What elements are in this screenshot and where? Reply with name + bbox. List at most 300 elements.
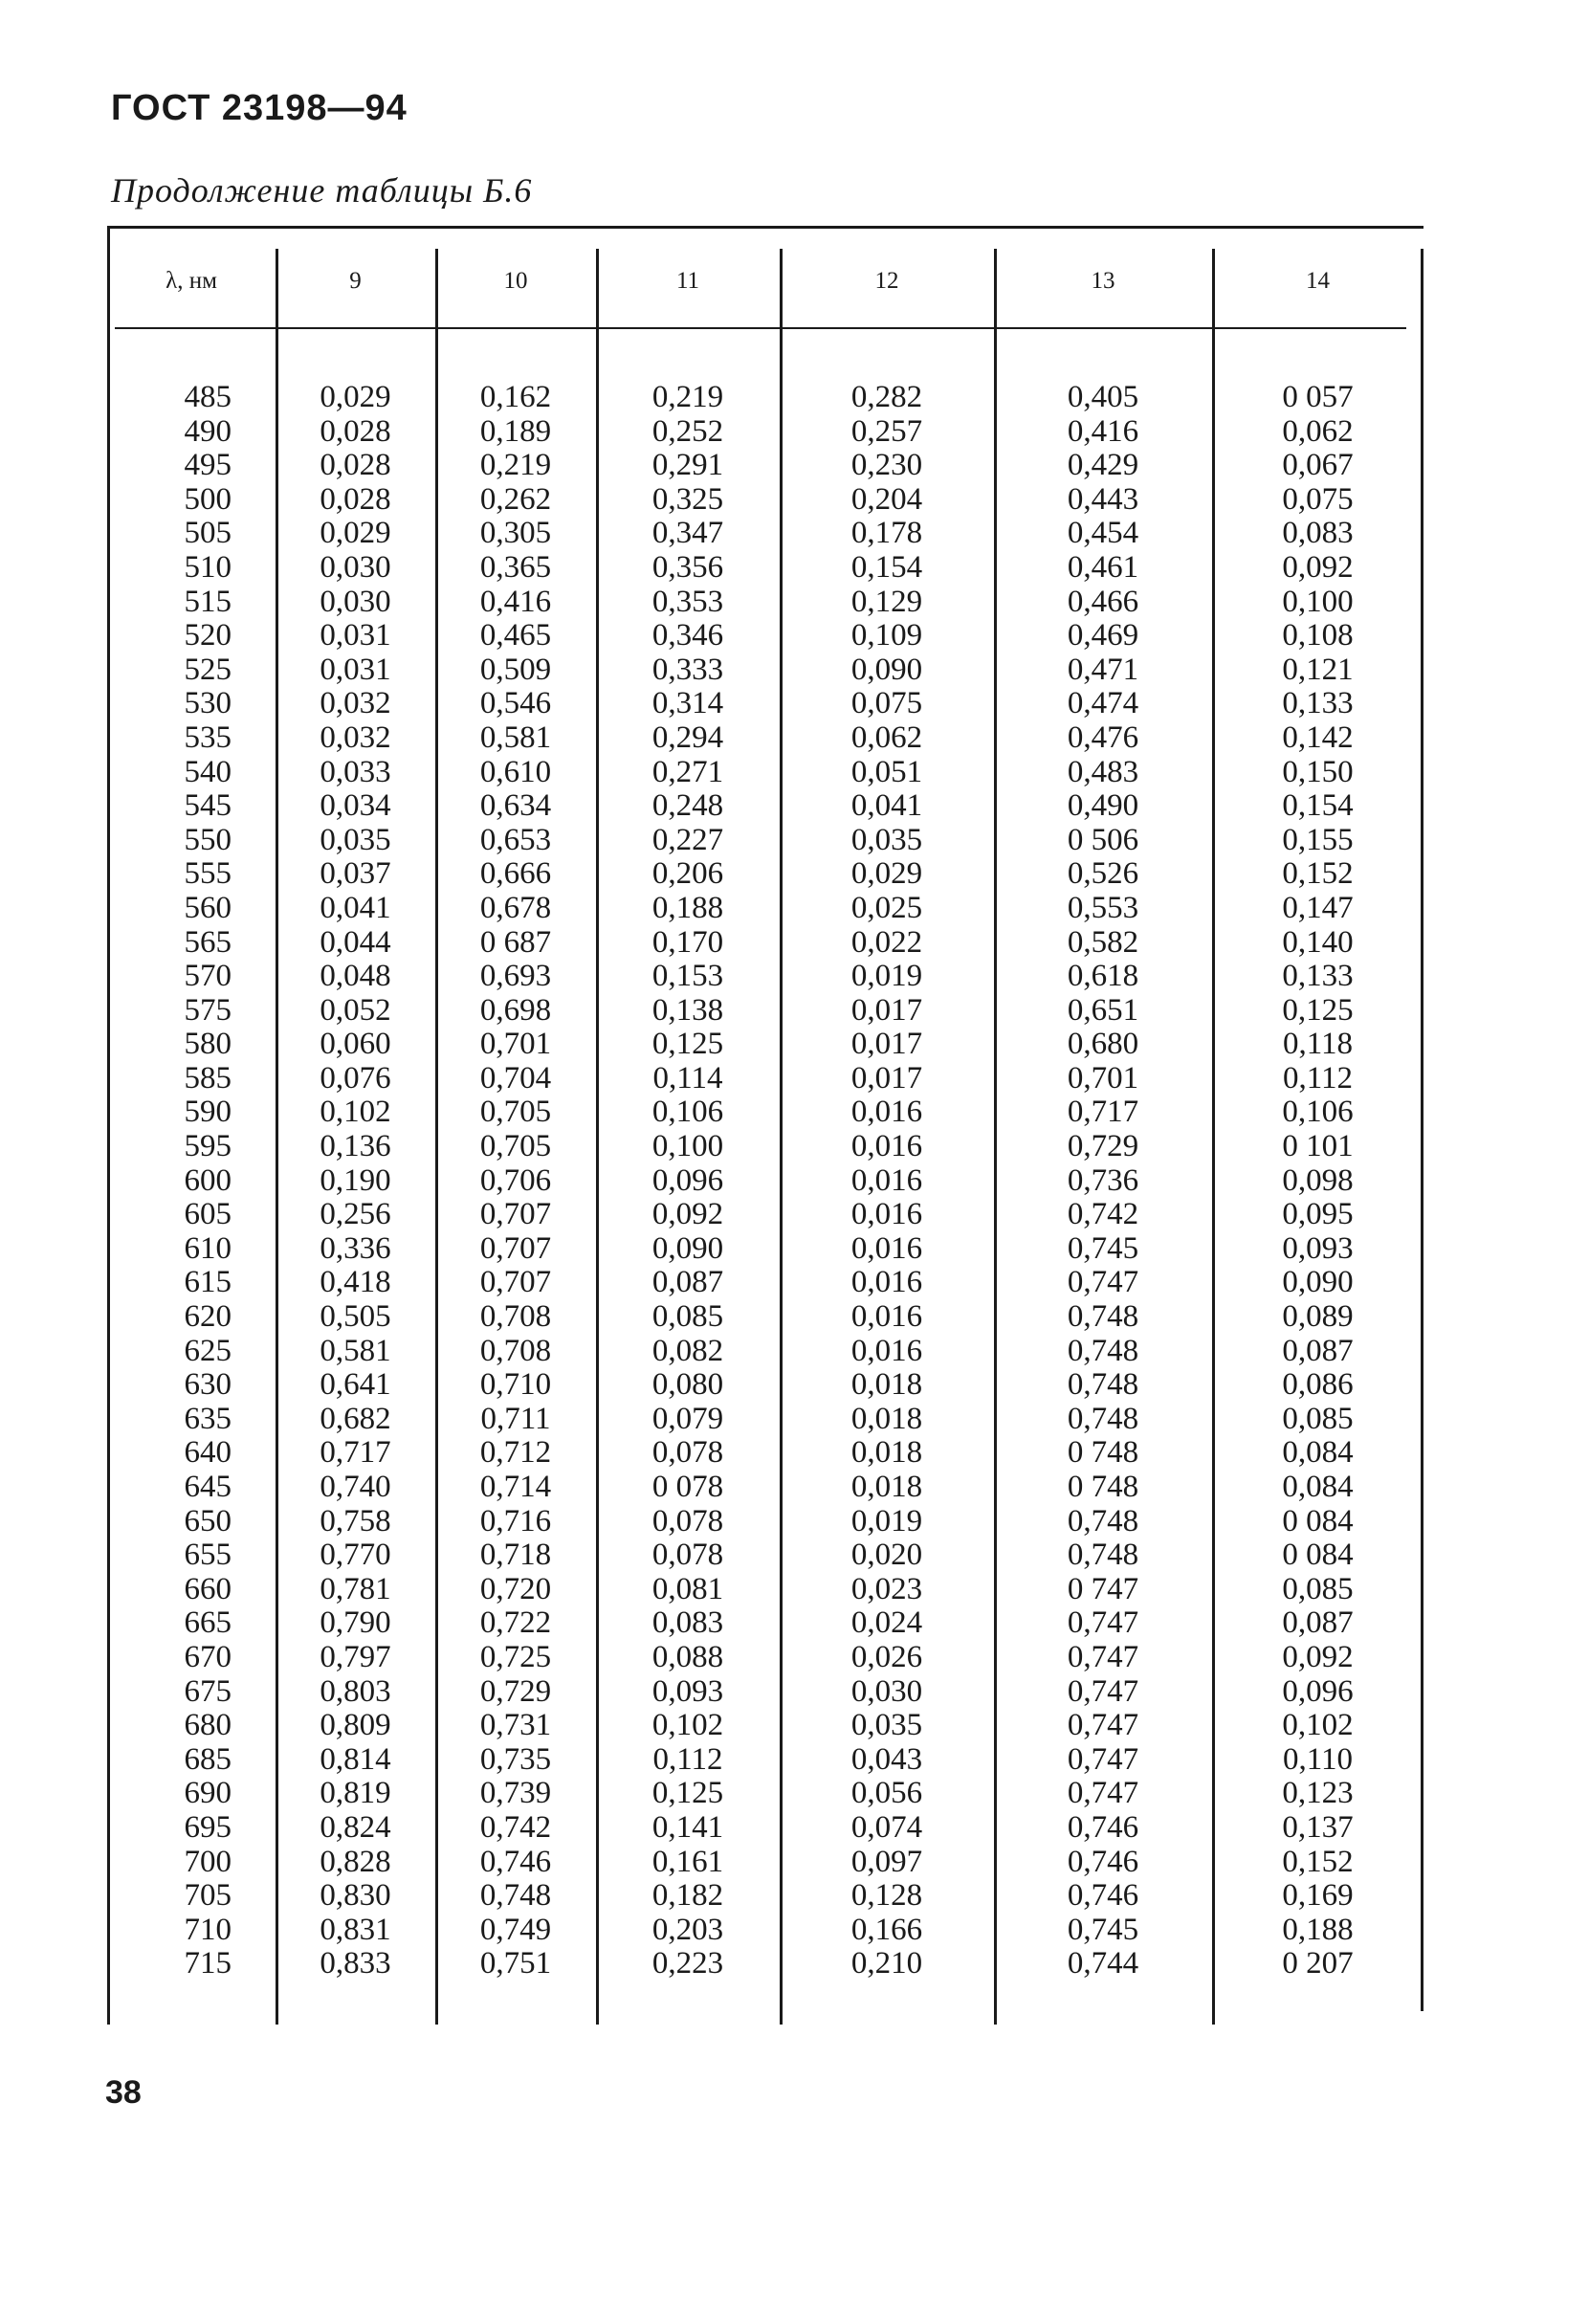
value-cell: 0,745 bbox=[1067, 1230, 1139, 1266]
value-cell: 0,747 bbox=[1067, 1639, 1139, 1674]
wavelength-cell: 710 bbox=[184, 1912, 232, 1947]
value-cell: 0,018 bbox=[850, 1470, 923, 1504]
value-cell: 0,016 bbox=[850, 1265, 923, 1300]
value-cell: 0,505 bbox=[320, 1299, 391, 1335]
value-cell: 0,745 bbox=[1067, 1912, 1139, 1947]
data-table bbox=[107, 226, 1423, 2025]
value-cell: 0,814 bbox=[320, 1741, 391, 1777]
value-cell: 0 078 bbox=[651, 1470, 724, 1504]
value-cell: 0,325 bbox=[651, 481, 724, 517]
value-cell: 0,017 bbox=[850, 1060, 923, 1096]
value-cell: 0,720 bbox=[479, 1571, 552, 1606]
value-cell: 0,098 bbox=[1282, 1162, 1354, 1198]
value-cell: 0 057 bbox=[1282, 380, 1354, 414]
value-cell: 0,028 bbox=[320, 481, 391, 517]
wavelength-cell: 685 bbox=[184, 1741, 232, 1777]
wavelength-cell: 500 bbox=[184, 481, 232, 517]
value-cell: 0,035 bbox=[850, 822, 923, 857]
wavelength-cell: 595 bbox=[184, 1129, 232, 1164]
value-cell: 0,016 bbox=[850, 1162, 923, 1198]
value-cell: 0,725 bbox=[479, 1639, 552, 1674]
wavelength-cell: 530 bbox=[184, 686, 232, 721]
value-cell: 0,093 bbox=[1282, 1230, 1354, 1266]
value-cell: 0,314 bbox=[651, 686, 724, 721]
value-cell: 0,746 bbox=[479, 1844, 552, 1879]
value-cell: 0,189 bbox=[479, 413, 552, 449]
document-header: ГОСТ 23198—94 bbox=[111, 88, 408, 128]
value-cell: 0,748 bbox=[1067, 1299, 1139, 1335]
value-cell: 0,028 bbox=[320, 448, 391, 483]
value-cell: 0,711 bbox=[480, 1401, 551, 1436]
value-cell: 0,271 bbox=[651, 754, 724, 789]
value-cell: 0,017 bbox=[850, 1027, 923, 1062]
value-cell: 0,830 bbox=[320, 1878, 391, 1914]
value-cell: 0,751 bbox=[479, 1946, 552, 1981]
value-cell: 0,248 bbox=[651, 788, 724, 824]
value-cell: 0,096 bbox=[651, 1162, 724, 1198]
value-cell: 0,112 bbox=[652, 1741, 723, 1777]
value-cell: 0,125 bbox=[1282, 992, 1354, 1028]
wavelength-cell: 540 bbox=[184, 754, 232, 789]
wavelength-cell: 510 bbox=[184, 549, 232, 585]
value-cell: 0,188 bbox=[1282, 1912, 1354, 1947]
column-col-9 bbox=[276, 381, 435, 1981]
value-cell: 0,133 bbox=[1282, 959, 1354, 994]
value-cell: 0,097 bbox=[850, 1844, 923, 1879]
wavelength-cell: 550 bbox=[184, 822, 232, 857]
value-cell: 0,744 bbox=[1067, 1946, 1139, 1981]
value-cell: 0,416 bbox=[1067, 413, 1139, 449]
value-cell: 0,610 bbox=[479, 754, 552, 789]
value-cell: 0,016 bbox=[850, 1230, 923, 1266]
value-cell: 0,092 bbox=[1282, 1639, 1354, 1674]
value-cell: 0,092 bbox=[1282, 549, 1354, 585]
value-cell: 0,016 bbox=[850, 1129, 923, 1164]
value-cell: 0,678 bbox=[479, 890, 552, 925]
value-cell: 0,748 bbox=[1067, 1333, 1139, 1368]
value-cell: 0,758 bbox=[320, 1503, 391, 1538]
value-cell: 0,044 bbox=[320, 924, 391, 960]
value-cell: 0,016 bbox=[850, 1095, 923, 1130]
value-cell: 0,746 bbox=[1067, 1809, 1139, 1845]
value-cell: 0,749 bbox=[479, 1912, 552, 1947]
value-cell: 0,123 bbox=[1282, 1776, 1354, 1811]
value-cell: 0,708 bbox=[479, 1333, 552, 1368]
value-cell: 0,188 bbox=[651, 890, 724, 925]
value-cell: 0 747 bbox=[1067, 1571, 1139, 1606]
wavelength-cell: 495 bbox=[184, 448, 232, 483]
value-cell: 0,682 bbox=[320, 1401, 391, 1436]
value-cell: 0,219 bbox=[651, 380, 724, 414]
value-cell: 0,333 bbox=[651, 652, 724, 687]
value-cell: 0,074 bbox=[850, 1809, 923, 1845]
value-cell: 0,020 bbox=[850, 1538, 923, 1573]
value-cell: 0,102 bbox=[651, 1708, 724, 1743]
value-cell: 0,731 bbox=[479, 1708, 552, 1743]
value-cell: 0,032 bbox=[320, 719, 391, 755]
value-cell: 0,581 bbox=[320, 1333, 391, 1368]
value-cell: 0,081 bbox=[651, 1571, 724, 1606]
value-cell: 0,125 bbox=[651, 1776, 724, 1811]
value-cell: 0,035 bbox=[850, 1708, 923, 1743]
wavelength-cell: 485 bbox=[184, 380, 232, 414]
value-cell: 0,553 bbox=[1067, 890, 1139, 925]
value-cell: 0,206 bbox=[651, 856, 724, 892]
value-cell: 0,031 bbox=[320, 652, 391, 687]
value-cell: 0,714 bbox=[479, 1470, 552, 1504]
value-cell: 0,024 bbox=[850, 1605, 923, 1641]
value-cell: 0,666 bbox=[479, 856, 552, 892]
wavelength-cell: 580 bbox=[184, 1027, 232, 1062]
header-col-11: 11 bbox=[675, 268, 700, 294]
value-cell: 0,707 bbox=[479, 1197, 552, 1232]
value-cell: 0,018 bbox=[850, 1435, 923, 1471]
value-cell: 0,748 bbox=[1067, 1538, 1139, 1573]
value-cell: 0,747 bbox=[1067, 1605, 1139, 1641]
value-cell: 0,096 bbox=[1282, 1673, 1354, 1709]
value-cell: 0,178 bbox=[850, 516, 923, 551]
value-cell: 0,707 bbox=[479, 1230, 552, 1266]
value-cell: 0,137 bbox=[1282, 1809, 1354, 1845]
value-cell: 0,030 bbox=[850, 1673, 923, 1709]
value-cell: 0,030 bbox=[320, 549, 391, 585]
value-cell: 0,125 bbox=[651, 1027, 724, 1062]
value-cell: 0,022 bbox=[850, 924, 923, 960]
value-cell: 0 506 bbox=[1067, 822, 1139, 857]
wavelength-cell: 515 bbox=[184, 584, 232, 619]
value-cell: 0,230 bbox=[850, 448, 923, 483]
value-cell: 0,085 bbox=[651, 1299, 724, 1335]
value-cell: 0,747 bbox=[1067, 1265, 1139, 1300]
value-cell: 0,019 bbox=[850, 1503, 923, 1538]
wavelength-cell: 600 bbox=[184, 1162, 232, 1198]
value-cell: 0,476 bbox=[1067, 719, 1139, 755]
value-cell: 0,016 bbox=[850, 1299, 923, 1335]
value-cell: 0,082 bbox=[651, 1333, 724, 1368]
header-lambda: λ, нм bbox=[166, 268, 217, 294]
value-cell: 0,085 bbox=[1282, 1401, 1354, 1436]
value-cell: 0,092 bbox=[651, 1197, 724, 1232]
header-col-13: 13 bbox=[1091, 268, 1115, 294]
value-cell: 0,746 bbox=[1067, 1878, 1139, 1914]
value-cell: 0 101 bbox=[1282, 1129, 1354, 1164]
value-cell: 0,075 bbox=[850, 686, 923, 721]
value-cell: 0,041 bbox=[320, 890, 391, 925]
value-cell: 0,017 bbox=[850, 992, 923, 1028]
wavelength-cell: 525 bbox=[184, 652, 232, 687]
header-col-14: 14 bbox=[1306, 268, 1330, 294]
value-cell: 0,748 bbox=[479, 1878, 552, 1914]
page-number: 38 bbox=[105, 2074, 142, 2111]
value-cell: 0,018 bbox=[850, 1367, 923, 1403]
value-cell: 0,365 bbox=[479, 549, 552, 585]
wavelength-cell: 560 bbox=[184, 890, 232, 925]
value-cell: 0,634 bbox=[479, 788, 552, 824]
value-cell: 0,029 bbox=[320, 516, 391, 551]
value-cell: 0,060 bbox=[320, 1027, 391, 1062]
value-cell: 0,581 bbox=[479, 719, 552, 755]
value-cell: 0,089 bbox=[1282, 1299, 1354, 1335]
value-cell: 0,747 bbox=[1067, 1776, 1139, 1811]
value-cell: 0,087 bbox=[651, 1265, 724, 1300]
wavelength-cell: 610 bbox=[184, 1230, 232, 1266]
value-cell: 0,100 bbox=[651, 1129, 724, 1164]
value-cell: 0,056 bbox=[850, 1776, 923, 1811]
wavelength-cell: 675 bbox=[184, 1673, 232, 1709]
wavelength-cell: 695 bbox=[184, 1809, 232, 1845]
wavelength-cell: 575 bbox=[184, 992, 232, 1028]
value-cell: 0,693 bbox=[479, 959, 552, 994]
value-cell: 0,121 bbox=[1282, 652, 1354, 687]
value-cell: 0,166 bbox=[850, 1912, 923, 1947]
wavelength-cell: 490 bbox=[184, 413, 232, 449]
value-cell: 0,347 bbox=[651, 516, 724, 551]
value-cell: 0,257 bbox=[850, 413, 923, 449]
value-cell: 0,708 bbox=[479, 1299, 552, 1335]
table-caption: Продолжение таблицы Б.6 bbox=[111, 171, 533, 210]
value-cell: 0,747 bbox=[1067, 1741, 1139, 1777]
value-cell: 0,653 bbox=[479, 822, 552, 857]
value-cell: 0,110 bbox=[1282, 1741, 1354, 1777]
value-cell: 0,429 bbox=[1067, 448, 1139, 483]
value-cell: 0,067 bbox=[1282, 448, 1354, 483]
value-cell: 0,651 bbox=[1067, 992, 1139, 1028]
wavelength-cell: 520 bbox=[184, 618, 232, 653]
value-cell: 0,252 bbox=[651, 413, 724, 449]
value-cell: 0,150 bbox=[1282, 754, 1354, 789]
value-cell: 0,102 bbox=[1282, 1708, 1354, 1743]
value-cell: 0,223 bbox=[651, 1946, 724, 1981]
value-cell: 0,048 bbox=[320, 959, 391, 994]
value-cell: 0,797 bbox=[320, 1639, 391, 1674]
value-cell: 0,781 bbox=[320, 1571, 391, 1606]
value-cell: 0,076 bbox=[320, 1060, 391, 1096]
value-cell: 0,465 bbox=[479, 618, 552, 653]
value-cell: 0,090 bbox=[651, 1230, 724, 1266]
value-cell: 0,154 bbox=[1282, 788, 1354, 824]
wavelength-cell: 570 bbox=[184, 959, 232, 994]
value-cell: 0,078 bbox=[651, 1435, 724, 1471]
value-cell: 0,618 bbox=[1067, 959, 1139, 994]
value-cell: 0,100 bbox=[1282, 584, 1354, 619]
value-cell: 0,790 bbox=[320, 1605, 391, 1641]
wavelength-cell: 700 bbox=[184, 1844, 232, 1879]
value-cell: 0,080 bbox=[651, 1367, 724, 1403]
value-cell: 0,029 bbox=[850, 856, 923, 892]
value-cell: 0,582 bbox=[1067, 924, 1139, 960]
value-cell: 0,029 bbox=[320, 380, 391, 414]
value-cell: 0,227 bbox=[651, 822, 724, 857]
value-cell: 0,729 bbox=[1067, 1129, 1139, 1164]
value-cell: 0,490 bbox=[1067, 788, 1139, 824]
value-cell: 0,282 bbox=[850, 380, 923, 414]
column-lambda bbox=[136, 381, 232, 1981]
value-cell: 0,219 bbox=[479, 448, 552, 483]
wavelength-cell: 620 bbox=[184, 1299, 232, 1335]
value-cell: 0,152 bbox=[1282, 1844, 1354, 1879]
value-cell: 0,729 bbox=[479, 1673, 552, 1709]
value-cell: 0,466 bbox=[1067, 584, 1139, 619]
value-cell: 0,152 bbox=[1282, 856, 1354, 892]
value-cell: 0,161 bbox=[651, 1844, 724, 1879]
value-cell: 0,087 bbox=[1282, 1605, 1354, 1641]
value-cell: 0,051 bbox=[850, 754, 923, 789]
value-cell: 0,809 bbox=[320, 1708, 391, 1743]
value-cell: 0,346 bbox=[651, 618, 724, 653]
value-cell: 0,474 bbox=[1067, 686, 1139, 721]
value-cell: 0,018 bbox=[850, 1401, 923, 1436]
value-cell: 0,294 bbox=[651, 719, 724, 755]
value-cell: 0,305 bbox=[479, 516, 552, 551]
wavelength-cell: 705 bbox=[184, 1878, 232, 1914]
wavelength-cell: 715 bbox=[184, 1946, 232, 1981]
value-cell: 0,034 bbox=[320, 788, 391, 824]
wavelength-cell: 680 bbox=[184, 1708, 232, 1743]
value-cell: 0,078 bbox=[651, 1503, 724, 1538]
value-cell: 0 084 bbox=[1282, 1503, 1354, 1538]
value-cell: 0,138 bbox=[651, 992, 724, 1028]
value-cell: 0,509 bbox=[479, 652, 552, 687]
value-cell: 0,701 bbox=[1067, 1060, 1139, 1096]
value-cell: 0,712 bbox=[479, 1435, 552, 1471]
value-cell: 0,701 bbox=[479, 1027, 552, 1062]
value-cell: 0,203 bbox=[651, 1912, 724, 1947]
value-cell: 0,170 bbox=[651, 924, 724, 960]
wavelength-cell: 635 bbox=[184, 1401, 232, 1436]
wavelength-cell: 650 bbox=[184, 1503, 232, 1538]
wavelength-cell: 545 bbox=[184, 788, 232, 824]
value-cell: 0 084 bbox=[1282, 1538, 1354, 1573]
value-cell: 0,025 bbox=[850, 890, 923, 925]
wavelength-cell: 605 bbox=[184, 1197, 232, 1232]
header-col-12: 12 bbox=[874, 268, 899, 294]
value-cell: 0,133 bbox=[1282, 686, 1354, 721]
value-cell: 0,084 bbox=[1282, 1435, 1354, 1471]
wavelength-cell: 585 bbox=[184, 1060, 232, 1096]
wavelength-cell: 565 bbox=[184, 924, 232, 960]
value-cell: 0,526 bbox=[1067, 856, 1139, 892]
value-cell: 0,833 bbox=[320, 1946, 391, 1981]
value-cell: 0,019 bbox=[850, 959, 923, 994]
value-cell: 0,353 bbox=[651, 584, 724, 619]
value-cell: 0,162 bbox=[479, 380, 552, 414]
value-cell: 0,062 bbox=[1282, 413, 1354, 449]
value-cell: 0,035 bbox=[320, 822, 391, 857]
wavelength-cell: 555 bbox=[184, 856, 232, 892]
value-cell: 0,182 bbox=[651, 1878, 724, 1914]
value-cell: 0,169 bbox=[1282, 1878, 1354, 1914]
value-cell: 0,471 bbox=[1067, 652, 1139, 687]
value-cell: 0,078 bbox=[651, 1538, 724, 1573]
value-cell: 0,707 bbox=[479, 1265, 552, 1300]
value-cell: 0,748 bbox=[1067, 1503, 1139, 1538]
value-cell: 0,483 bbox=[1067, 754, 1139, 789]
column-col-12 bbox=[780, 381, 994, 1981]
value-cell: 0,095 bbox=[1282, 1197, 1354, 1232]
value-cell: 0,546 bbox=[479, 686, 552, 721]
value-cell: 0,705 bbox=[479, 1129, 552, 1164]
value-cell: 0,819 bbox=[320, 1776, 391, 1811]
value-cell: 0,062 bbox=[850, 719, 923, 755]
value-cell: 0,090 bbox=[1282, 1265, 1354, 1300]
wavelength-cell: 645 bbox=[184, 1470, 232, 1504]
value-cell: 0,736 bbox=[1067, 1162, 1139, 1198]
value-cell: 0,090 bbox=[850, 652, 923, 687]
table-top-rule bbox=[107, 226, 1423, 229]
value-cell: 0,803 bbox=[320, 1673, 391, 1709]
value-cell: 0,142 bbox=[1282, 719, 1354, 755]
value-cell: 0,129 bbox=[850, 584, 923, 619]
value-cell: 0,031 bbox=[320, 618, 391, 653]
value-cell: 0,136 bbox=[320, 1129, 391, 1164]
value-cell: 0,454 bbox=[1067, 516, 1139, 551]
value-cell: 0,461 bbox=[1067, 549, 1139, 585]
value-cell: 0,770 bbox=[320, 1538, 391, 1573]
value-cell: 0,748 bbox=[1067, 1401, 1139, 1436]
value-cell: 0,710 bbox=[479, 1367, 552, 1403]
wavelength-cell: 690 bbox=[184, 1776, 232, 1811]
value-cell: 0,093 bbox=[651, 1673, 724, 1709]
value-cell: 0,210 bbox=[850, 1946, 923, 1981]
wavelength-cell: 630 bbox=[184, 1367, 232, 1403]
value-cell: 0,147 bbox=[1282, 890, 1354, 925]
value-cell: 0,041 bbox=[850, 788, 923, 824]
value-cell: 0,831 bbox=[320, 1912, 391, 1947]
value-cell: 0,033 bbox=[320, 754, 391, 789]
value-cell: 0,128 bbox=[850, 1878, 923, 1914]
value-cell: 0,084 bbox=[1282, 1470, 1354, 1504]
value-cell: 0,469 bbox=[1067, 618, 1139, 653]
value-cell: 0,155 bbox=[1282, 822, 1354, 857]
value-cell: 0,336 bbox=[320, 1230, 391, 1266]
value-cell: 0,032 bbox=[320, 686, 391, 721]
value-cell: 0,079 bbox=[651, 1401, 724, 1436]
value-cell: 0,043 bbox=[850, 1741, 923, 1777]
column-col-14 bbox=[1212, 381, 1423, 1981]
wavelength-cell: 640 bbox=[184, 1435, 232, 1471]
header-col-10: 10 bbox=[503, 268, 528, 294]
value-cell: 0 207 bbox=[1282, 1946, 1354, 1981]
value-cell: 0,680 bbox=[1067, 1027, 1139, 1062]
value-cell: 0,641 bbox=[320, 1367, 391, 1403]
wavelength-cell: 655 bbox=[184, 1538, 232, 1573]
column-col-11 bbox=[596, 381, 780, 1981]
value-cell: 0,102 bbox=[320, 1095, 391, 1130]
value-cell: 0,140 bbox=[1282, 924, 1354, 960]
value-cell: 0,356 bbox=[651, 549, 724, 585]
value-cell: 0,742 bbox=[479, 1809, 552, 1845]
header-col-9: 9 bbox=[349, 268, 362, 294]
value-cell: 0,086 bbox=[1282, 1367, 1354, 1403]
value-cell: 0,705 bbox=[479, 1095, 552, 1130]
wavelength-cell: 625 bbox=[184, 1333, 232, 1368]
value-cell: 0,748 bbox=[1067, 1367, 1139, 1403]
value-cell: 0 748 bbox=[1067, 1435, 1139, 1471]
value-cell: 0,108 bbox=[1282, 618, 1354, 653]
value-cell: 0,016 bbox=[850, 1197, 923, 1232]
value-cell: 0,418 bbox=[320, 1265, 391, 1300]
value-cell: 0,716 bbox=[479, 1503, 552, 1538]
value-cell: 0,088 bbox=[651, 1639, 724, 1674]
value-cell: 0,016 bbox=[850, 1333, 923, 1368]
value-cell: 0,190 bbox=[320, 1162, 391, 1198]
value-cell: 0,722 bbox=[479, 1605, 552, 1641]
value-cell: 0,740 bbox=[320, 1470, 391, 1504]
value-cell: 0,828 bbox=[320, 1844, 391, 1879]
wavelength-cell: 615 bbox=[184, 1265, 232, 1300]
value-cell: 0,052 bbox=[320, 992, 391, 1028]
value-cell: 0,704 bbox=[479, 1060, 552, 1096]
